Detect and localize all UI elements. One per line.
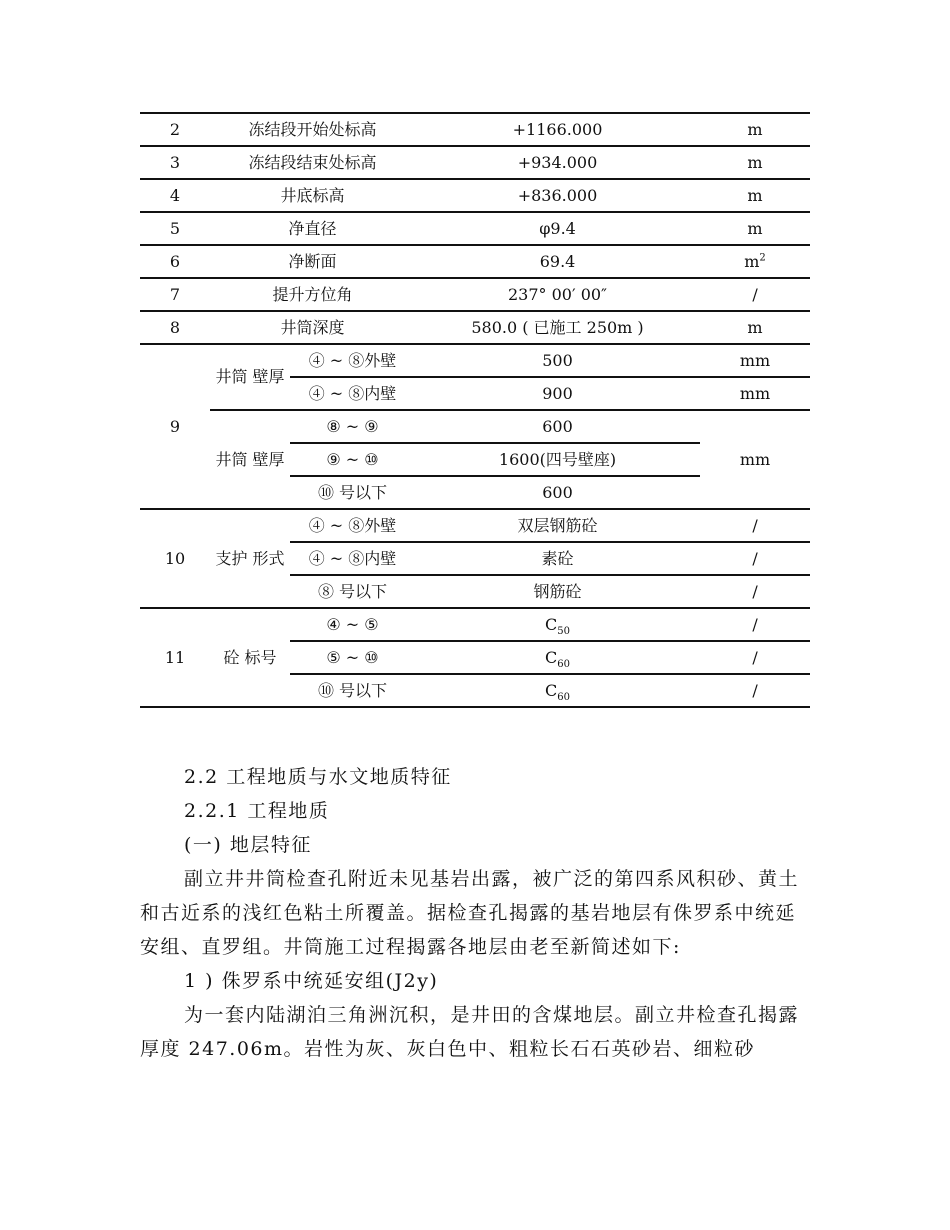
item-value: 1600(四号壁座): [415, 443, 700, 476]
item-value: 素砼: [415, 542, 700, 575]
item-value: 580.0 ( 已施工 250m ): [415, 311, 700, 344]
sub-item: ⑩ 号以下: [290, 674, 415, 707]
table-row: [140, 509, 810, 542]
table-row: [140, 278, 810, 311]
unit-superscript: 2: [759, 252, 766, 264]
item-value: 600: [415, 410, 700, 443]
concrete-grade-letter: C: [545, 647, 558, 667]
item-value: φ9.4: [415, 212, 700, 245]
sub-item: ⑧ ~ ⑨: [290, 410, 415, 443]
item-unit: m: [700, 311, 810, 344]
item-unit: mm: [700, 377, 810, 410]
table-row: [140, 410, 810, 443]
table-row: [140, 113, 810, 146]
table-row: [140, 212, 810, 245]
item-name: 提升方位角: [210, 278, 415, 311]
group-label: 井筒 壁厚: [210, 344, 290, 410]
item-unit: /: [700, 674, 810, 707]
item-value: 600: [415, 476, 700, 509]
sub-item: ④ ~ ⑧外壁: [290, 344, 415, 377]
item-value: 钢筋砼: [415, 575, 700, 608]
item-name: 净直径: [210, 212, 415, 245]
item-unit: /: [700, 575, 810, 608]
shaft-parameter-table: [140, 112, 810, 708]
item-unit: m: [700, 146, 810, 179]
sub-item: ⑨ ~ ⑩: [290, 443, 415, 476]
row-number: 2: [140, 113, 210, 146]
group-label: 支护 形式: [210, 509, 290, 608]
row-number: 9: [140, 344, 210, 509]
item-name: 冻结段开始处标高: [210, 113, 415, 146]
item-value: 69.4: [415, 245, 700, 278]
item-unit: m: [700, 113, 810, 146]
list-heading: 1 ) 侏罗系中统延安组(J2y): [184, 970, 439, 992]
item-name: 井底标高: [210, 179, 415, 212]
item-unit: /: [700, 509, 810, 542]
item-unit: /: [700, 641, 810, 674]
group-label: 井筒 壁厚: [210, 410, 290, 509]
item-value: [415, 674, 700, 707]
table-row: [140, 608, 810, 641]
sub-item: ④ ~ ⑧内壁: [290, 377, 415, 410]
table-row: [140, 245, 810, 278]
concrete-grade-letter: C: [545, 680, 558, 700]
item-unit: [700, 245, 810, 278]
table-row: [140, 344, 810, 377]
row-number: 7: [140, 278, 210, 311]
item-unit: mm: [700, 344, 810, 377]
document-body: [140, 760, 810, 1066]
item-unit: m: [700, 179, 810, 212]
item-unit: /: [700, 608, 810, 641]
item-unit: /: [700, 542, 810, 575]
paragraph: 为一套内陆湖泊三角洲沉积，是井田的含煤地层。副立井检查孔揭露厚度 247.06m。岩性为灰、灰白色中、粗粒长石石英砂岩、细粒砂: [140, 1004, 800, 1060]
item-value: [415, 641, 700, 674]
group-label: 砼 标号: [210, 608, 290, 707]
item-value: 900: [415, 377, 700, 410]
row-number: 8: [140, 311, 210, 344]
concrete-grade-number: 50: [557, 626, 570, 638]
section-heading: 2.2 工程地质与水文地质特征: [184, 766, 452, 788]
sub-item: ⑩ 号以下: [290, 476, 415, 509]
row-number: 10: [140, 509, 210, 608]
item-name: 冻结段结束处标高: [210, 146, 415, 179]
subsection-heading: (一) 地层特征: [184, 834, 312, 856]
item-unit: /: [700, 278, 810, 311]
item-value: 500: [415, 344, 700, 377]
sub-item: ④ ~ ⑤: [290, 608, 415, 641]
concrete-grade-letter: C: [545, 614, 558, 634]
item-value: +934.000: [415, 146, 700, 179]
item-value: 237° 00′ 00″: [415, 278, 700, 311]
sub-item: ⑤ ~ ⑩: [290, 641, 415, 674]
row-number: 4: [140, 179, 210, 212]
item-name: 井筒深度: [210, 311, 415, 344]
item-value: 双层钢筋砼: [415, 509, 700, 542]
item-unit: m: [700, 212, 810, 245]
table-row: [140, 179, 810, 212]
subsection-heading: 2.2.1 工程地质: [184, 800, 330, 822]
table-row: [140, 146, 810, 179]
concrete-grade-number: 60: [557, 692, 570, 704]
item-value: +1166.000: [415, 113, 700, 146]
sub-item: ④ ~ ⑧外壁: [290, 509, 415, 542]
unit-text: m: [744, 251, 760, 271]
item-value: [415, 608, 700, 641]
concrete-grade-number: 60: [557, 659, 570, 671]
item-unit: mm: [700, 410, 810, 509]
row-number: 3: [140, 146, 210, 179]
row-number: 11: [140, 608, 210, 707]
table-row: [140, 311, 810, 344]
item-name: 净断面: [210, 245, 415, 278]
row-number: 6: [140, 245, 210, 278]
sub-item: ④ ~ ⑧内壁: [290, 542, 415, 575]
sub-item: ⑧ 号以下: [290, 575, 415, 608]
item-value: +836.000: [415, 179, 700, 212]
row-number: 5: [140, 212, 210, 245]
paragraph: 副立井井筒检查孔附近未见基岩出露，被广泛的第四系风积砂、黄土和古近系的浅红色粘土所覆盖。据检查孔揭露的基岩地层有侏罗系中统延安组、直罗组。井筒施工过程揭露各地层由老至新简述如下:: [140, 868, 800, 958]
